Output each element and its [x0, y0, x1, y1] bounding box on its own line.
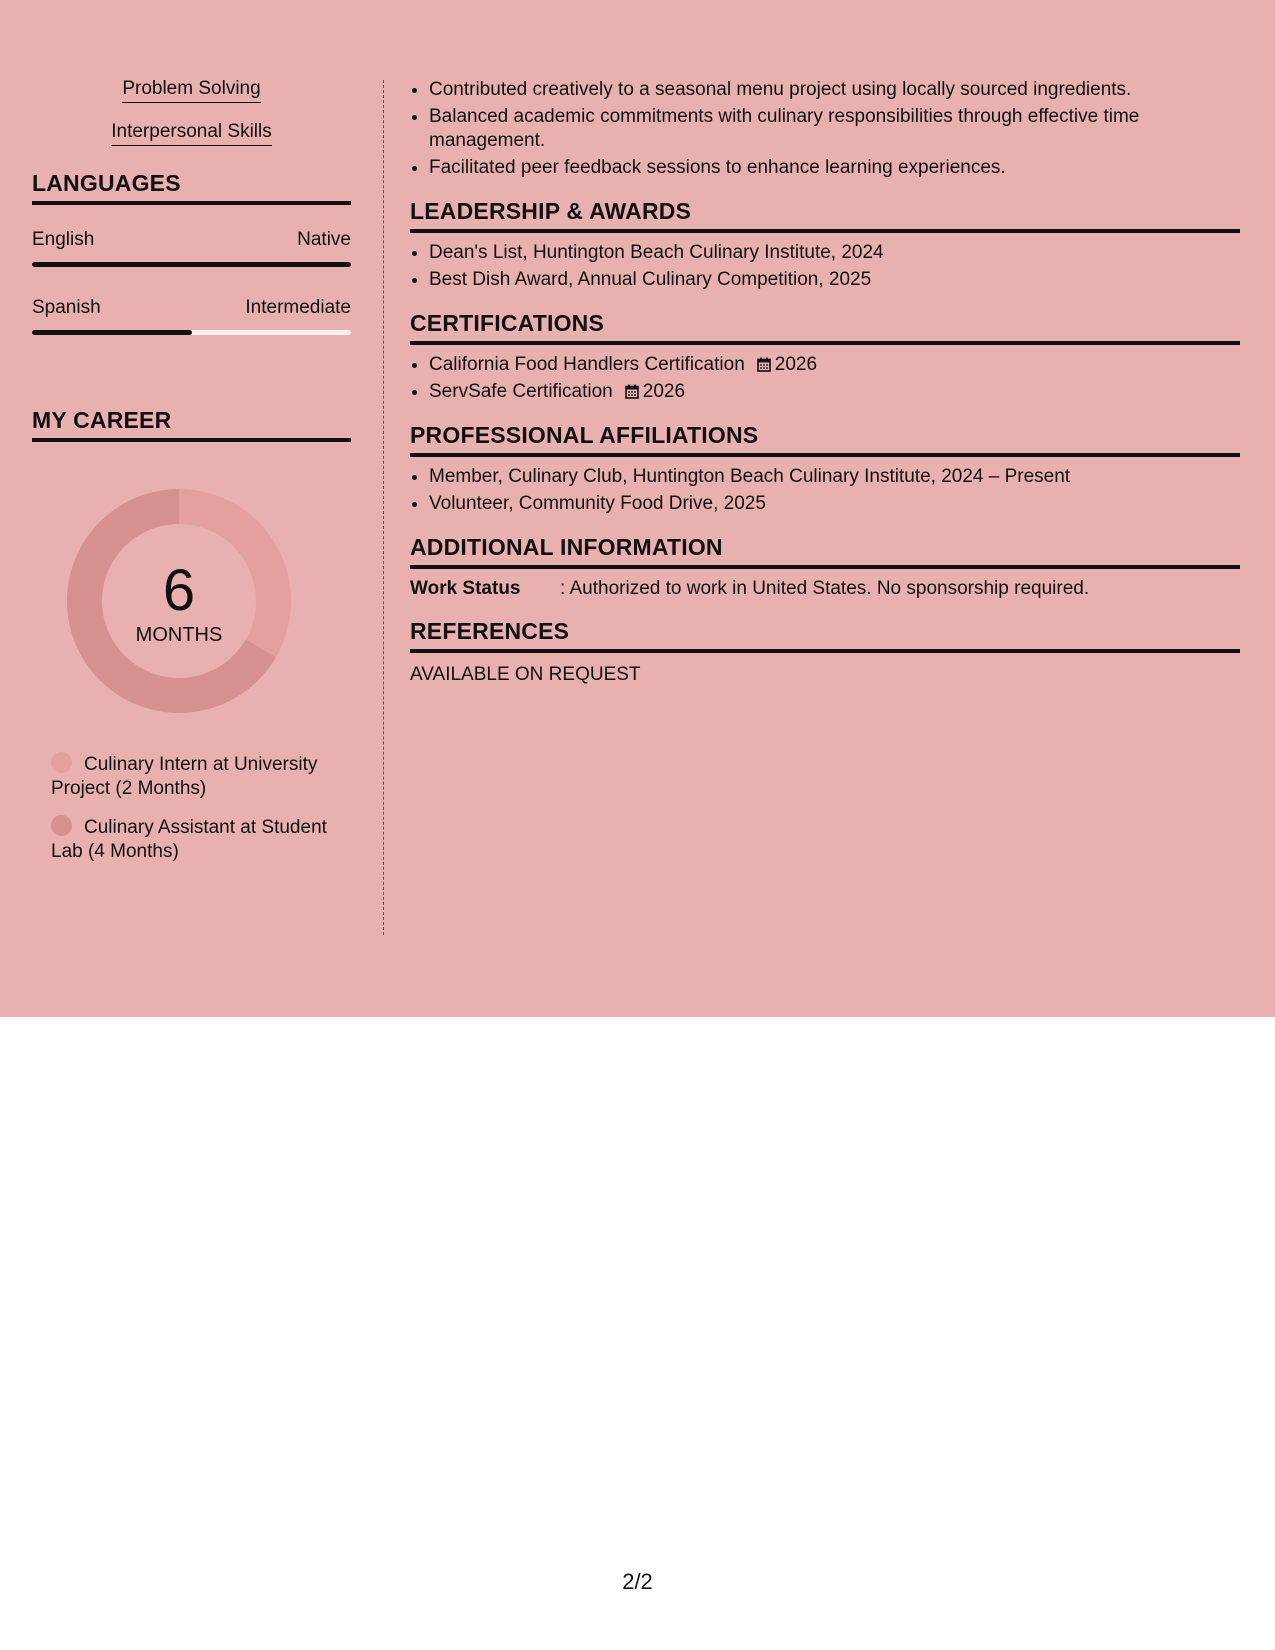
list-item: • Facilitated peer feedback sessions to enhance learning experiences.: [429, 156, 1240, 180]
language-item: [32, 297, 351, 335]
language-proficiency-fill: [32, 262, 351, 267]
leadership-title: LEADERSHIP & AWARDS: [410, 198, 1240, 233]
legend-dot: [51, 815, 72, 836]
languages-title: LANGUAGES: [32, 170, 351, 205]
references-section: [410, 618, 1240, 686]
certifications-title: CERTIFICATIONS: [410, 310, 1240, 345]
language-name: English: [32, 229, 95, 250]
skill-label: Problem Solving: [122, 78, 260, 103]
experience-bullets: [410, 78, 1240, 180]
language-name: Spanish: [32, 297, 101, 318]
skill-item: [32, 121, 351, 146]
certification-year: 2026: [642, 381, 686, 402]
language-level: Native: [297, 229, 351, 250]
column-divider: [383, 80, 384, 935]
legend-dot: [51, 752, 72, 773]
work-status-value: : Authorized to work in United States. No sponsorship required.: [560, 578, 1090, 599]
list-item: • Best Dish Award, Annual Culinary Competition, 2025: [429, 268, 1240, 292]
language-proficiency-bar: [32, 330, 351, 335]
list-item: • Dean's List, Huntington Beach Culinary Institute, 2024: [429, 241, 1240, 265]
list-item: • Volunteer, Community Food Drive, 2025: [429, 492, 1240, 516]
career-total-number: 6: [162, 557, 196, 623]
skill-item: [32, 78, 351, 103]
career-total-unit: MONTHS: [135, 623, 223, 646]
calendar-icon: [757, 357, 771, 372]
language-item: [32, 229, 351, 267]
career-section: [32, 407, 351, 864]
legend-item: [51, 815, 351, 864]
list-item: [429, 380, 1240, 404]
affiliations-list: [410, 465, 1240, 516]
certification-year: 2026: [774, 354, 818, 375]
calendar-icon: [625, 384, 639, 399]
languages-section: [32, 170, 351, 335]
page-number: 2/2: [622, 1569, 653, 1594]
list-item: • Member, Culinary Club, Huntington Beach Culinary Institute, 2024 – Present: [429, 465, 1240, 489]
legend-label: Culinary Intern at University Project (2 Months): [51, 754, 318, 799]
certification-name: California Food Handlers Certification: [429, 354, 745, 375]
certification-name: ServSafe Certification: [429, 381, 613, 402]
leadership-list: [410, 241, 1240, 292]
skill-label: Interpersonal Skills: [111, 121, 272, 146]
additional-info-section: [410, 534, 1240, 600]
right-column: [410, 78, 1240, 686]
references-text: AVAILABLE ON REQUEST: [410, 664, 641, 685]
career-legend: [51, 752, 351, 864]
career-donut-chart: [64, 486, 294, 716]
certifications-list: [410, 353, 1240, 404]
language-proficiency-fill: [32, 330, 192, 335]
list-item: [429, 353, 1240, 377]
left-column: [32, 78, 351, 878]
leadership-section: [410, 198, 1240, 292]
additional-info-title: ADDITIONAL INFORMATION: [410, 534, 1240, 569]
list-item: • Contributed creatively to a seasonal menu project using locally sourced ingredients.: [429, 78, 1240, 102]
career-title: MY CAREER: [32, 407, 351, 442]
work-status-row: [410, 578, 1240, 600]
legend-label: Culinary Assistant at Student Lab (4 Months): [51, 817, 327, 862]
language-proficiency-bar: [32, 262, 351, 267]
donut-center: [64, 486, 294, 716]
references-title: REFERENCES: [410, 618, 1240, 653]
language-level: Intermediate: [245, 297, 351, 318]
certifications-section: [410, 310, 1240, 404]
work-status-key: Work Status: [410, 578, 521, 599]
list-item: • Balanced academic commitments with culinary responsibilities through effective time management.: [429, 105, 1240, 153]
legend-item: [51, 752, 351, 801]
affiliations-section: [410, 422, 1240, 516]
affiliations-title: PROFESSIONAL AFFILIATIONS: [410, 422, 1240, 457]
